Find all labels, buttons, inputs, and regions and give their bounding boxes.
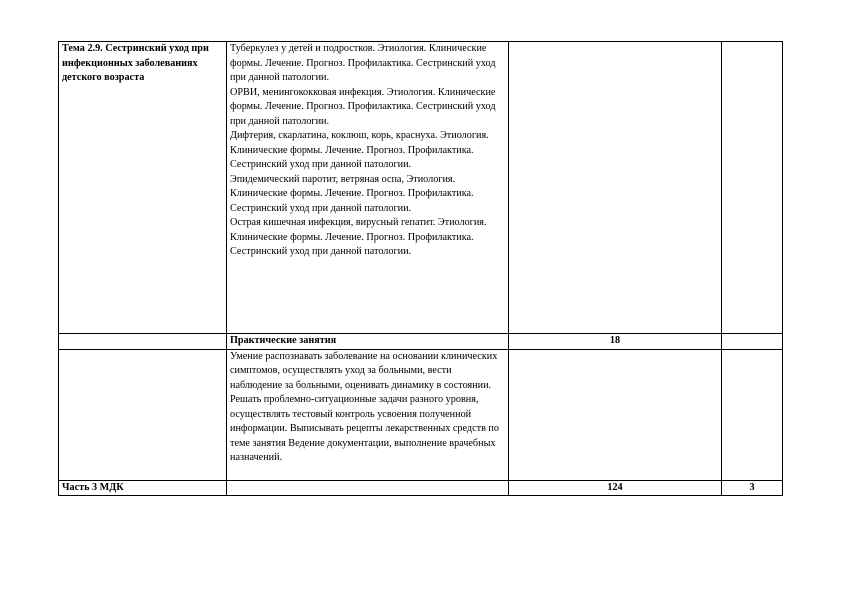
total-label-cell: Часть 3 МДК [59, 480, 227, 496]
topic-content-cell [227, 42, 509, 334]
content-paragraph: Эпидемический паротит, ветряная оспа, Этиология. Клинические формы. Лечение. Прогноз. Профилактика. Сестринский уход при данной патологии. [230, 173, 474, 214]
skills-content-cell: Умение распознавать заболевание на основании клинических симптомов, осуществлять уход за больными, вести наблюдение за больными, оценивать динамику в состоянии. Решать проблемно-ситуационные задачи разного уровня, осуществлять тестовый контроль усвоения полученной информации. Выписывать рецепты лекарственных средств по теме занятия Ведение документации, выполнение врачебных назначений. [227, 349, 509, 480]
total-level-cell: 3 [722, 480, 783, 496]
total-hours-cell: 124 [509, 480, 722, 496]
topic-title-cell: Тема 2.9. Сестринский уход при инфекционных заболеваниях детского возраста [59, 42, 227, 334]
table-row-topic [59, 42, 783, 334]
table-row-skills [59, 349, 783, 480]
curriculum-table [58, 41, 783, 496]
content-paragraph: Туберкулез у детей и подростков. Этиология. Клинические формы. Лечение. Прогноз. Профилактика. Сестринский уход при данной патологии. [230, 43, 496, 83]
skills-hours-cell [509, 349, 722, 480]
practice-level-cell [722, 334, 783, 350]
topic-hours-cell [509, 42, 722, 334]
content-paragraph: Острая кишечная инфекция, вирусный гепатит. Этиология. Клинические формы. Лечение. Прогноз. Профилактика. Сестринский уход при данной патологии. [230, 217, 487, 257]
topic-level-cell [722, 42, 783, 334]
total-content-cell [227, 480, 509, 496]
practice-hours-cell: 18 [509, 334, 722, 350]
practice-label-cell: Практические занятия [227, 334, 509, 350]
content-paragraph: Дифтерия, скарлатина, коклюш, корь, краснуха. Этиология. Клинические формы. Лечение. Прогноз. Профилактика. Сестринский уход при данной патологии. [230, 130, 489, 170]
content-paragraph: ОРВИ, менингококковая инфекция. Этиология. Клинические формы. Лечение. Прогноз. Профилактика. Сестринский уход при данной патологии. [230, 86, 496, 127]
skills-level-cell [722, 349, 783, 480]
table-row-total [59, 480, 783, 496]
table-row-practice [59, 334, 783, 350]
practice-empty-cell [59, 334, 227, 350]
skills-empty-cell [59, 349, 227, 480]
